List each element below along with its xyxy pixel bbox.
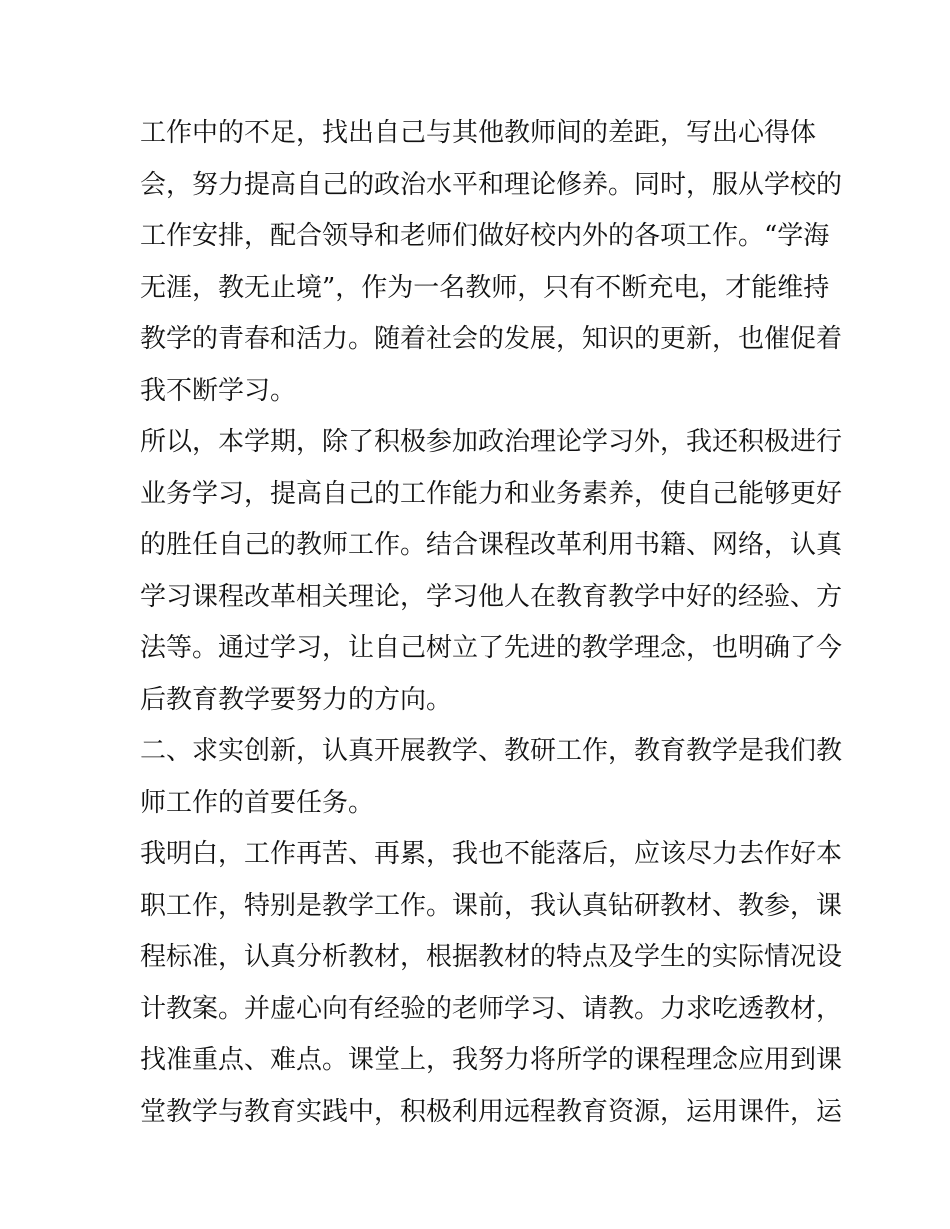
text-line-3: 工作安排，配合领导和老师们做好校内外的各项工作。“学海 (140, 221, 830, 251)
text-line-2: 会，努力提高自己的政治水平和理论修养。同时，服从学校的 (140, 169, 843, 200)
text-line-5: 教学的青春和活力。随着社会的发展，知识的更新，也催促着 (140, 324, 843, 354)
text-line-18: 计教案。并虚心向有经验的老师学习、请教。力求吃透教材， (140, 993, 843, 1024)
text-line-9: 的胜任自己的教师工作。结合课程改革利用书籍、网络，认真 (140, 530, 843, 560)
text-line-1: 工作中的不足，找出自己与其他教师间的差距，写出心得体 (140, 118, 817, 148)
text-line-12: 后教育教学要努力的方向。 (140, 684, 453, 715)
text-line-4: 无涯，教无止境”，作为一名教师，只有不断充电，才能维持 (140, 272, 830, 303)
text-line-8: 业务学习，提高自己的工作能力和业务素养，使自己能够更好 (140, 478, 843, 509)
body-text (140, 108, 843, 1138)
text-line-15: 我明白，工作再苦、再累，我也不能落后，应该尽力去作好本 (140, 839, 843, 869)
text-line-10: 学习课程改革相关理论，学习他人在教育教学中好的经验、方 (140, 581, 843, 612)
text-line-13: 二、求实创新，认真开展教学、教研工作，教育教学是我们教 (140, 736, 843, 766)
text-line-16: 职工作，特别是教学工作。课前，我认真钻研教材、教参，课 (140, 890, 843, 921)
text-line-14: 师工作的首要任务。 (140, 787, 375, 818)
text-line-6: 我不断学习。 (140, 375, 297, 406)
text-line-19: 找准重点、难点。课堂上，我努力将所学的课程理念应用到课 (140, 1045, 843, 1075)
text-line-7: 所以，本学期，除了积极参加政治理论学习外，我还积极进行 (140, 427, 843, 457)
text-line-11: 法等。通过学习，让自己树立了先进的教学理念，也明确了今 (140, 633, 843, 663)
text-line-17: 程标准，认真分析教材，根据教材的特点及学生的实际情况设 (140, 942, 843, 972)
text-line-20: 堂教学与教育实践中，积极利用远程教育资源，运用课件，运 (140, 1096, 843, 1127)
